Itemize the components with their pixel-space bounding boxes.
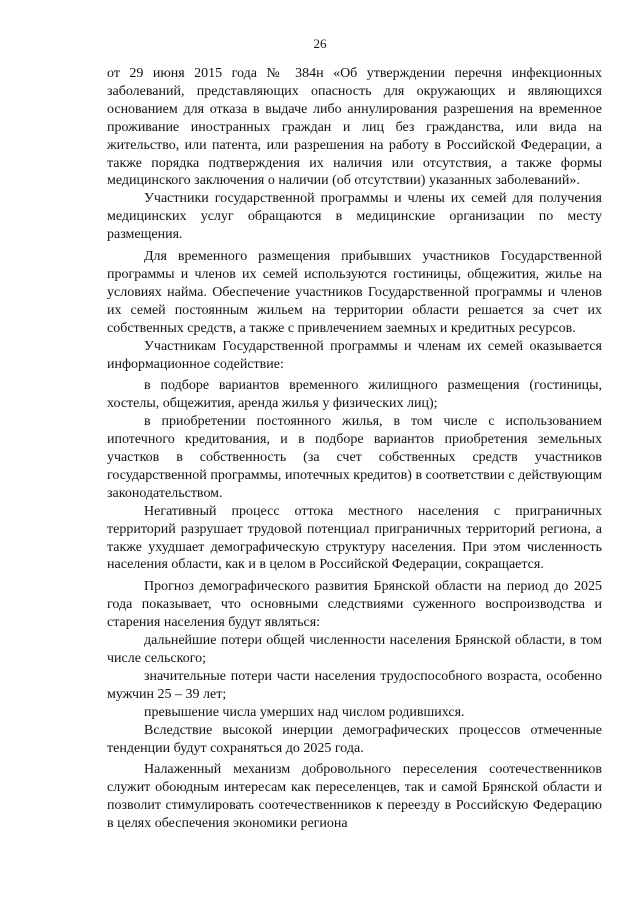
list-item-population-loss: дальнейшие потери общей численности населения Брянской области, в том числе сельского; [107, 633, 602, 666]
list-item-deaths-exceed-births: превышение числа умерших над числом родившихся. [144, 704, 465, 720]
paragraph-info-support: Участникам Государственной программы и членам их семей оказывается информационное содействие: [107, 338, 602, 372]
list-item-permanent-housing: в приобретении постоянного жилья, в том числе с использованием ипотечного кредитования, и в подборе вариантов приобретения земельных участков в собственность (за счет собственных средств участников государственной программы, ипотечных кредитов) в соответствии с действующим законодательством. [107, 414, 602, 501]
paragraph-inertia: Вследствие высокой инерции демографических процессов отмеченные тенденции будут сохраняться до 2025 года. [107, 722, 602, 756]
document-body [107, 65, 602, 833]
paragraph-resettlement-mechanism: Налаженный механизм добровольного переселения соотечественников служит обоюдным интересам как переселенцев, так и самой Брянской области и позволит стимулировать соотечественников к переезду в Российскую Федерацию в целях обеспечения экономики региона [107, 762, 602, 832]
list-item-temporary-housing: в подборе вариантов временного жилищного размещения (гостиницы, хостелы, общежития, аренда жилья у физических лиц); [107, 378, 602, 412]
paragraph-continuation: от 29 июня 2015 года № 384н «Об утверждении перечня инфекционных заболеваний, представляющих опасность для окружающих и являющихся основанием для отказа в выдаче либо аннулирования разрешения на временное проживание иностранных граждан и лиц без гражданства, или вида на жительство, или патента, или разрешения на работу в Российской Федерации, а также порядка подтверждения их наличия или отсутствия, а также формы медицинского заключения о наличии (об отсутствии) указанных заболеваний». [107, 66, 602, 189]
page-number: 26 [313, 36, 327, 51]
paragraph-population-outflow: Негативный процесс оттока местного населения с приграничных территорий разрушает трудовой потенциал приграничных территорий региона, а также ухудшает демографическую структуру населения. При этом численность населения области, как и в целом в Российской Федерации, сокращается. [107, 503, 602, 573]
list-item-working-age-loss: значительные потери части населения трудоспособного возраста, особенно мужчин 25 – 39 лет; [107, 668, 602, 702]
paragraph-demographic-forecast: Прогноз демографического развития Брянской области на период до 2025 года показывает, что основными следствиями суженного воспроизводства и старения населения будут являться: [107, 579, 602, 631]
paragraph-housing: Для временного размещения прибывших участников Государственной программы и членов их семей используются гостиницы, общежития, жилье на условиях найма. Обеспечение участников Государственной программы и членов их семей постоянным жильем на территории области решается за счет их собственных средств, а также с привлечением заемных и кредитных ресурсов. [107, 249, 602, 336]
paragraph-medical-services: Участники государственной программы и члены их семей для получения медицинских услуг обращаются в медицинские организации по месту размещения. [107, 191, 602, 243]
